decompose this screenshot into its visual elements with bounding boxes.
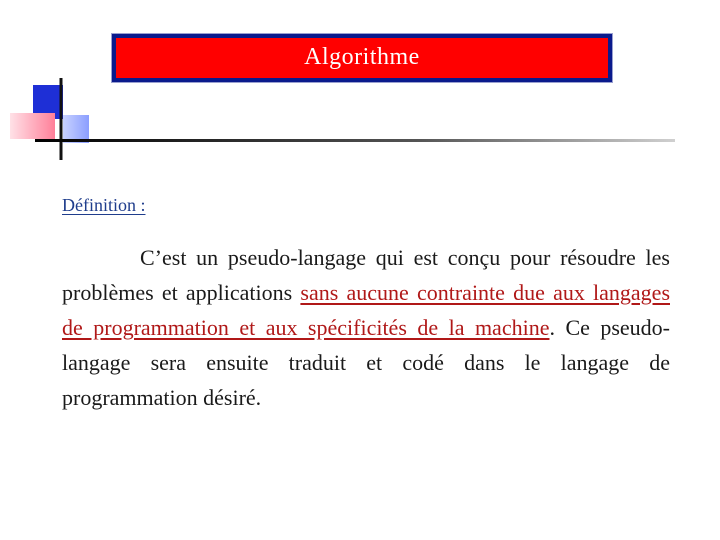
highlighted-phrase: sans aucune contrainte due aux langages de programmation et aux spécificités de la machine — [62, 280, 670, 340]
deco-blue-square — [33, 85, 63, 119]
decorative-corner-graphic — [0, 0, 720, 170]
title-banner — [112, 34, 612, 82]
deco-light-blue-square — [63, 115, 89, 143]
deco-pink-bar — [10, 113, 55, 139]
paragraph-text-end: . Ce pseudo-langage sera ensuite traduit et codé dans le langage de programmation désiré. — [62, 315, 671, 410]
slide-title: Algorithme — [304, 43, 420, 70]
paragraph-text-start: C’est un pseudo-langage qui est conçu pour résoudre les problèmes et applications — [62, 245, 670, 305]
definition-paragraph — [62, 240, 670, 415]
definition-label: Définition : — [62, 195, 146, 215]
deco-horizontal-line — [35, 139, 675, 142]
